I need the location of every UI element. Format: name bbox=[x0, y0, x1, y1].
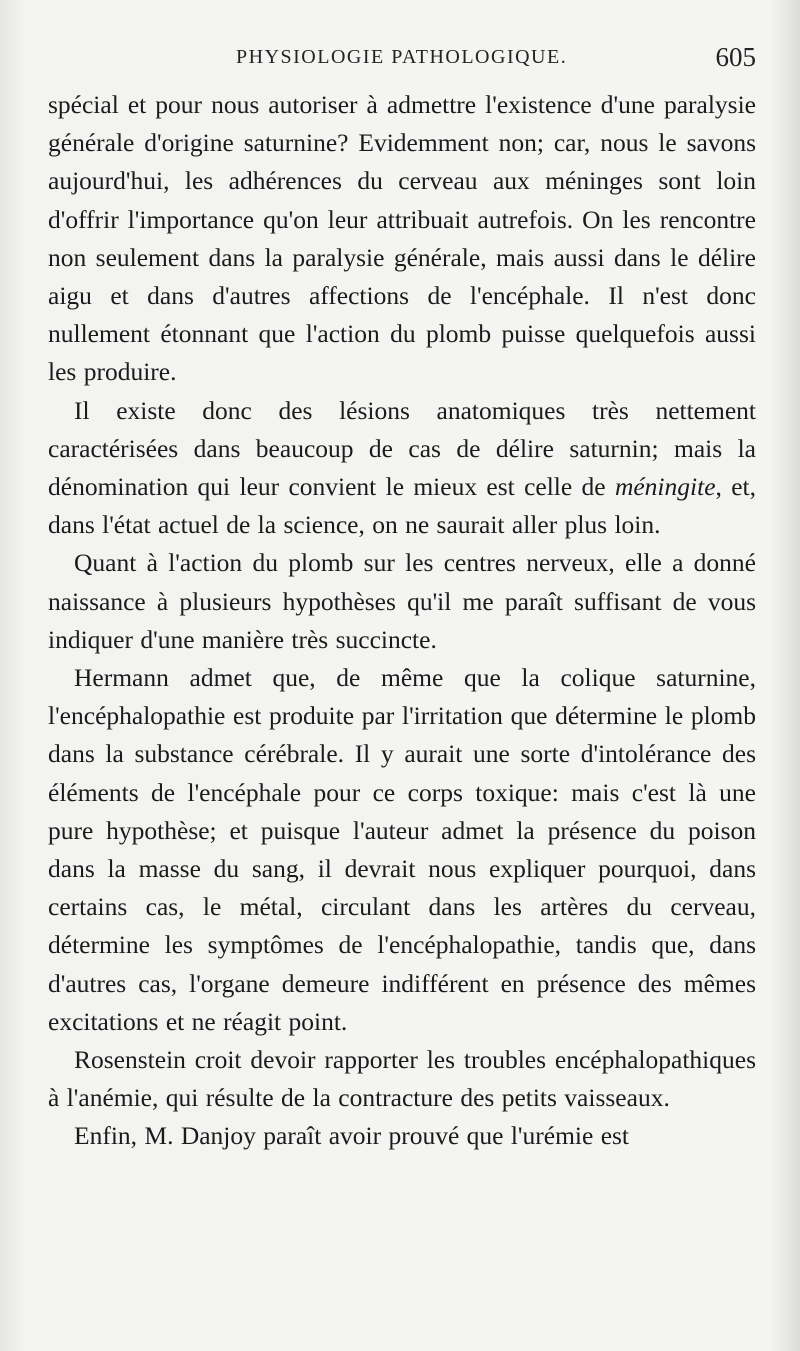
paragraph-continuation: spécial et pour nous autoriser à admettre l'existence d'une paralysie générale d'origine saturnine? Evidemment non; car, nous le savons aujourd'hui, les adhérences du cerveau aux méninges sont loin d'offrir l'importance qu'on leur attribuait autrefois. On les rencontre non seulement dans la paralysie générale, mais aussi dans le délire aigu et dans d'autres affections de l'encéphale. Il n'est donc nullement étonnant que l'action du plomb puisse quelquefois aussi les produire. bbox=[48, 90, 756, 387]
paragraph-lesions-start: Il existe donc des lésions anatomiques très nettement caractérisées dans beaucoup de cas de délire saturnin; mais la dénomination qui leur convient le mieux est celle de bbox=[48, 395, 756, 502]
paragraph-lesions-end: , et, dans l'état actuel de la science, on ne saurait aller plus loin. bbox=[48, 472, 757, 540]
paragraph-hermann: Hermann admet que, de même que la colique saturnine, l'encéphalopathie est produite par l'irritation que détermine le plomb dans la substance cérébrale. Il y aurait une sorte d'intolérance des éléments de l'encéphale pour ce corps toxique: mais c'est là une pure hypothèse; et puisque l'auteur admet la présence du poison dans la masse du sang, il devrait nous expliquer pourquoi, dans certains cas, le métal, circulant dans les artères du cerveau, détermine les symptômes de l'encéphalopathie, tandis que, dans d'autres cas, l'organe demeure indifférent en présence des mêmes excitations et ne réagit point. bbox=[48, 663, 756, 1036]
paragraph-lesions bbox=[48, 392, 756, 545]
page-number: 605 bbox=[715, 42, 756, 72]
body-text bbox=[48, 86, 756, 1156]
term-meningite: méningite bbox=[614, 472, 716, 502]
page-header bbox=[48, 42, 758, 82]
paragraph-rosenstein: Rosenstein croit devoir rapporter les troubles encéphalopathiques à l'anémie, qui résulte de la contracture des petits vaisseaux. bbox=[48, 1045, 756, 1113]
paragraph-danjoy: Enfin, M. Danjoy paraît avoir prouvé que l'urémie est bbox=[74, 1121, 630, 1151]
running-title: PHYSIOLOGIE PATHOLOGIQUE. bbox=[236, 46, 568, 68]
paragraph-hypotheses: Quant à l'action du plomb sur les centres nerveux, elle a donné naissance à plusieurs hypothèses qu'il me paraît suffisant de vous indiquer d'une manière très succincte. bbox=[48, 548, 756, 654]
